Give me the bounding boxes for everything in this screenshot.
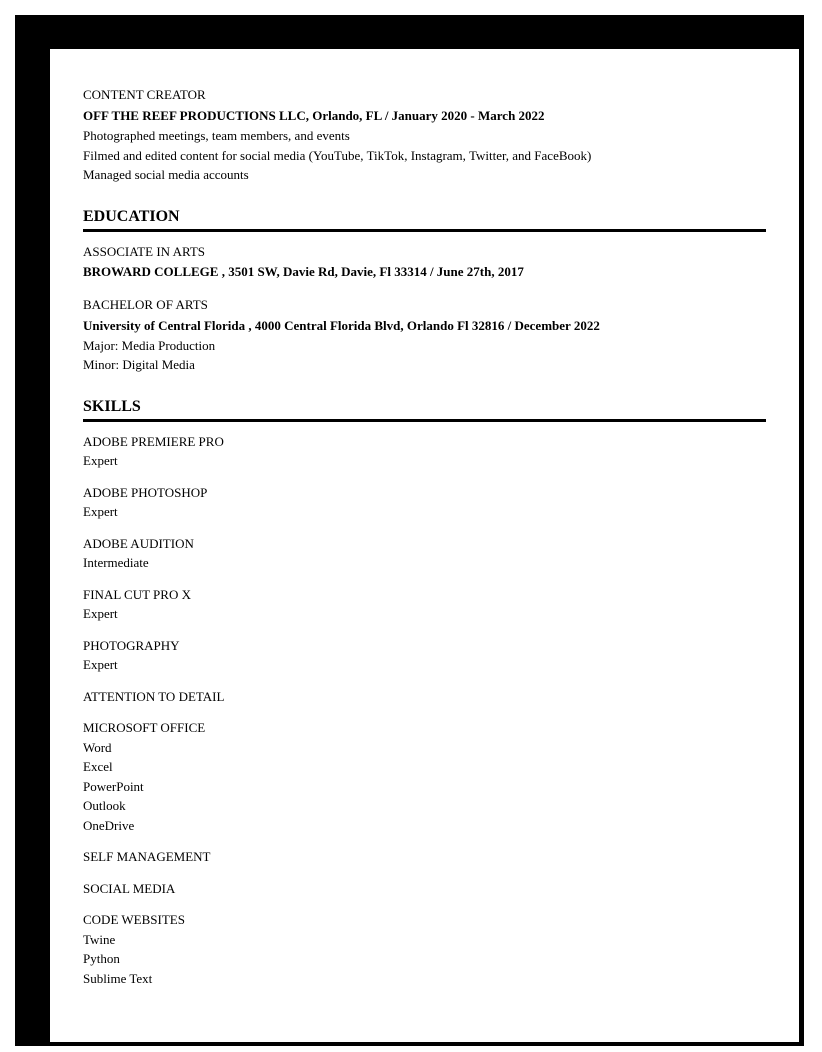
skill-detail: OneDrive (83, 817, 135, 833)
skill-detail: Expert (83, 606, 118, 621)
skill-item (83, 636, 766, 675)
skill-detail: Excel (83, 759, 113, 774)
degree-title: ASSOCIATE IN ARTS (83, 243, 206, 259)
skill-detail: Sublime Text (83, 970, 153, 986)
skill-name: PHOTOGRAPHY (83, 637, 180, 653)
education-entry-associate (83, 242, 766, 283)
skill-detail: Word (83, 739, 112, 755)
skill-item (83, 432, 766, 471)
skill-name: ATTENTION TO DETAIL (83, 688, 225, 704)
skill-detail: Outlook (83, 798, 126, 813)
experience-bullet: Filmed and edited content for social media (YouTube, TikTok, Instagram, Twitter, and FaceBook) (83, 147, 592, 163)
skill-detail: PowerPoint (83, 778, 144, 794)
skill-name: CODE WEBSITES (83, 912, 185, 927)
skill-item (83, 687, 766, 707)
skill-item (83, 879, 766, 899)
skill-item (83, 534, 766, 573)
skill-detail: Expert (83, 504, 118, 519)
experience-entry (83, 85, 766, 185)
education-heading: EDUCATION (83, 207, 766, 232)
skill-name: SELF MANAGEMENT (83, 849, 211, 864)
employer-details: , Orlando, FL / January 2020 - March 2022 (305, 108, 545, 123)
skill-item (83, 847, 766, 867)
skill-detail: Expert (83, 453, 118, 468)
skill-name: SOCIAL MEDIA (83, 880, 176, 896)
skill-name: MICROSOFT OFFICE (83, 720, 206, 735)
skill-name: ADOBE AUDITION (83, 535, 194, 551)
skill-name: ADOBE PREMIERE PRO (83, 433, 224, 449)
education-entry-bachelor (83, 295, 766, 375)
skill-item (83, 483, 766, 522)
resume-content (83, 85, 766, 988)
skill-name: ADOBE PHOTOSHOP (83, 484, 208, 500)
skill-detail: Intermediate (83, 555, 149, 570)
degree-title: BACHELOR OF ARTS (83, 297, 208, 312)
job-title: CONTENT CREATOR (83, 87, 206, 102)
page-border-frame (15, 15, 804, 1046)
experience-bullet: Photographed meetings, team members, and events (83, 128, 350, 143)
skill-name: FINAL CUT PRO X (83, 586, 191, 602)
skill-detail: Twine (83, 931, 116, 947)
skill-item (83, 718, 766, 835)
major: Major: Media Production (83, 337, 216, 353)
school-line: University of Central Florida , 4000 Central Florida Blvd, Orlando Fl 32816 / December 2022 (83, 317, 600, 333)
skill-item (83, 585, 766, 624)
employer-name: OFF THE REEF PRODUCTIONS LLC (83, 108, 306, 123)
resume-page (50, 49, 799, 1042)
skills-heading: SKILLS (83, 397, 766, 422)
skill-detail: Expert (83, 657, 118, 672)
skill-detail: Python (83, 951, 120, 966)
skill-item (83, 910, 766, 988)
skills-list (83, 432, 766, 989)
school-line: BROWARD COLLEGE , 3501 SW, Davie Rd, Davie, Fl 33314 / June 27th, 2017 (83, 264, 524, 279)
employer-line (83, 105, 766, 126)
minor: Minor: Digital Media (83, 357, 195, 372)
experience-bullet: Managed social media accounts (83, 167, 249, 182)
